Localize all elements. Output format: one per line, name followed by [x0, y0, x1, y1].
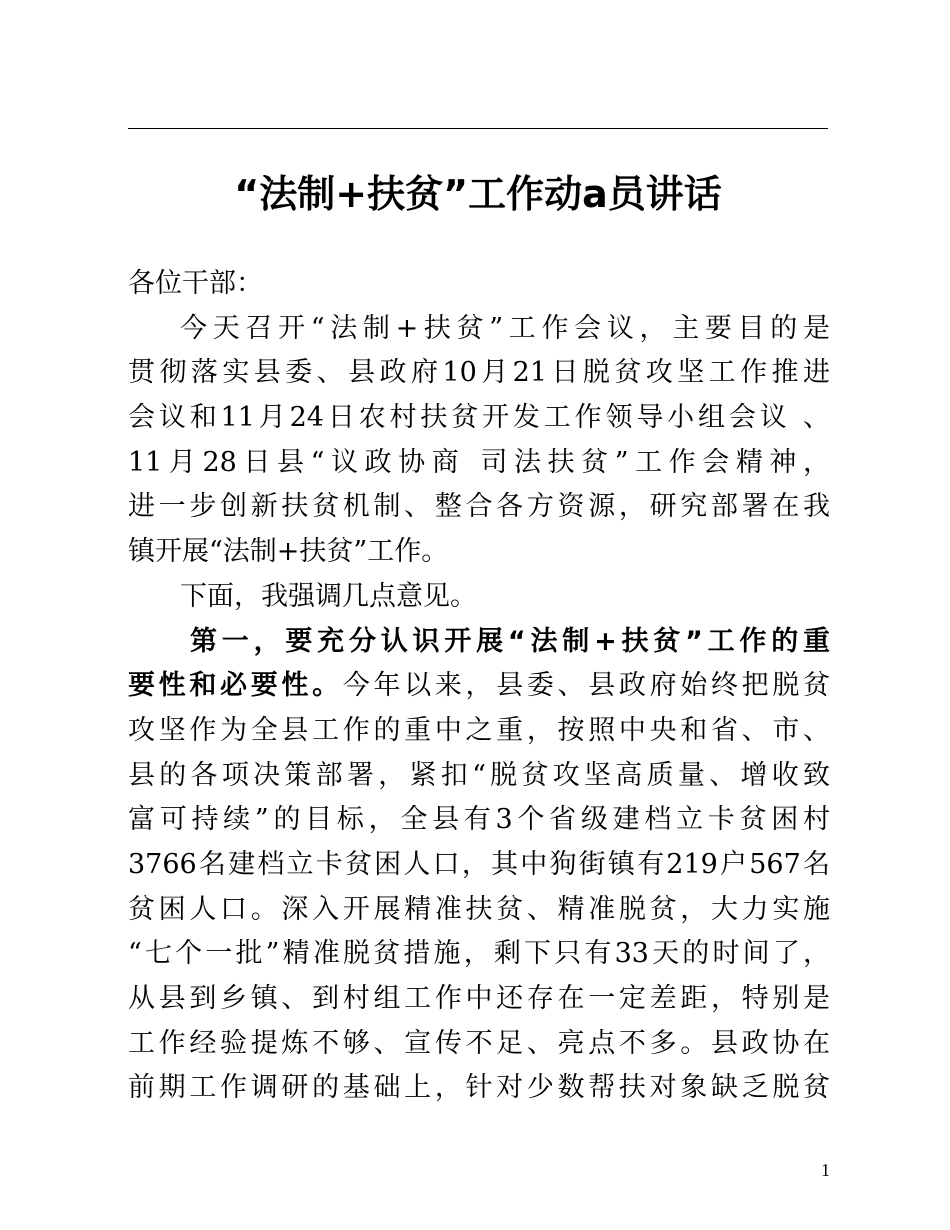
paragraph-line: 富可持续”的目标，全县有3个省级建档立卡贫困村	[128, 804, 830, 836]
document-title: “法制+扶贫”工作动a员讲话	[234, 172, 722, 216]
paragraph-line: 今天召开“法制+扶贫”工作会议，主要目的是	[180, 312, 830, 344]
section-heading-line	[128, 620, 830, 665]
section-heading-cont: 要性和必要性。	[128, 670, 343, 702]
paragraph-line: “七个一批”精准脱贫措施，剩下只有33天的时间了，	[128, 938, 830, 970]
page-number: 1	[821, 1160, 830, 1180]
paragraph-text: 今年以来，县委、县政府始终把脱贫	[342, 670, 831, 702]
paragraph-line: 前期工作调研的基础上，针对少数帮扶对象缺乏脱贫	[128, 1072, 830, 1104]
paragraph-line: 会议和11月24日农村扶贫开发工作领导小组会议 、	[128, 402, 830, 434]
salutation: 各位干部：	[128, 268, 263, 299]
paragraph-line: 下面，我强调几点意见。	[180, 580, 477, 612]
header-rule	[128, 128, 828, 129]
document-body	[128, 262, 830, 1111]
paragraph-line	[128, 664, 830, 709]
section-heading: 第一，要充分认识开展“法制+扶贫”工作的重	[190, 625, 830, 657]
paragraph-line: 贯彻落实县委、县政府10月21日脱贫攻坚工作推进	[128, 357, 830, 389]
paragraph-line: 攻坚作为全县工作的重中之重，按照中央和省、市、	[128, 714, 830, 746]
paragraph-line: 进一步创新扶贫机制、整合各方资源，研究部署在我	[128, 491, 830, 523]
paragraph-line: 从县到乡镇、到村组工作中还存在一定差距，特别是	[128, 983, 830, 1014]
paragraph-line: 3766名建档立卡贫困人口，其中狗街镇有219户567名	[128, 848, 830, 880]
paragraph-line: 县的各项决策部署，紧扣“脱贫攻坚高质量、增收致	[128, 759, 830, 791]
paragraph-line: 镇开展“法制+扶贫”工作。	[128, 536, 449, 568]
paragraph-line: 11月28日县“议政协商 司法扶贫”工作会精神，	[128, 446, 830, 478]
paragraph-line: 工作经验提炼不够、宣传不足、亮点不多。县政协在	[128, 1027, 830, 1059]
paragraph-line: 贫困人口。深入开展精准扶贫、精准脱贫，大力实施	[128, 893, 830, 925]
